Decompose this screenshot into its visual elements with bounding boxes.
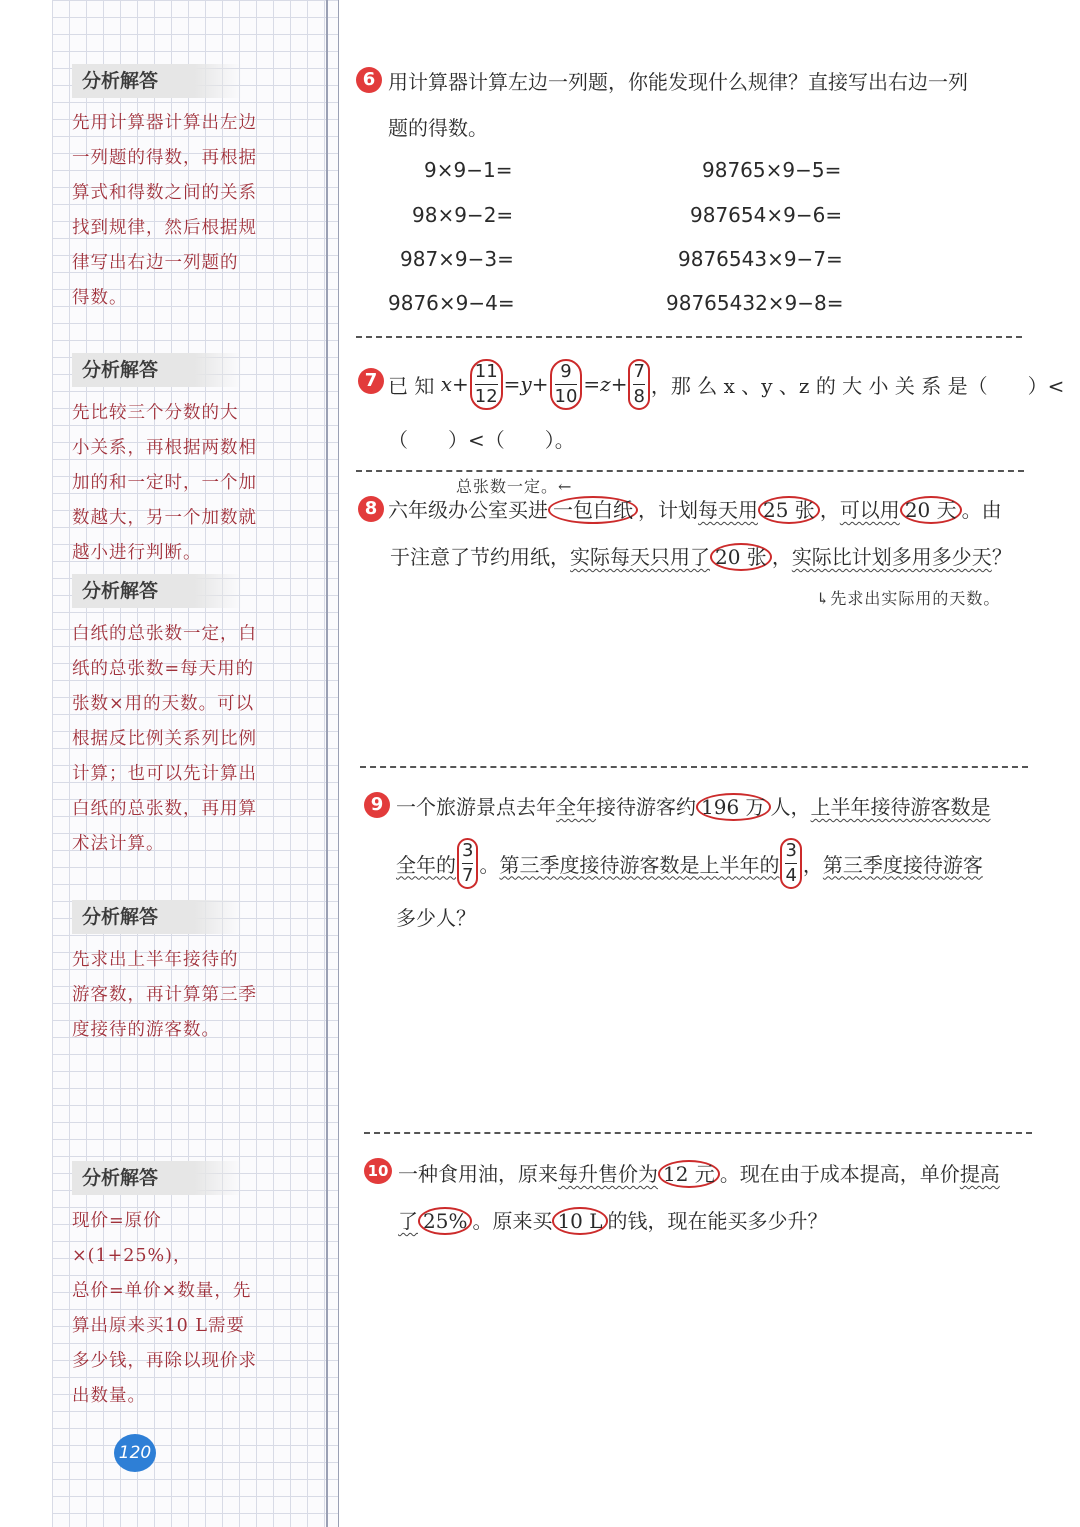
q6-right-eq-4: 98765432×9−8= — [666, 291, 844, 315]
q6-right-eq-1: 98765×9−5= — [702, 158, 842, 182]
q6-left-eq-1: 9×9−1= — [424, 158, 513, 182]
tip-heading-4: 分析解答 — [72, 900, 242, 934]
question-7-text-line1: 已 知 x + $\frac{11}{12}$ =y+ $\frac{9}{10}$ =z+ $\frac{7}{8}$ ，那 么 x 、y 、z 的 大 小 关 系 是（ ）< — [388, 354, 1064, 414]
sidebar-divider — [326, 0, 328, 1527]
q6-right-eq-2: 987654×9−6= — [690, 203, 843, 227]
q6-left-eq-4: 9876×9−4= — [388, 291, 515, 315]
fraction-3-7: $\frac{3}{7}$ — [457, 838, 478, 889]
q8-note-actual-days: ↳先求出实际用的天数。 — [816, 589, 1001, 608]
question-10-number: 10 — [364, 1158, 392, 1184]
divider-7-8 — [356, 470, 1024, 472]
q6-right-eq-3: 9876543×9−7= — [678, 247, 843, 271]
q6-left-eq-3: 987×9−3= — [400, 247, 514, 271]
question-6-text-line2: 题的得数。 — [388, 116, 488, 140]
tip-body-5: 现价=原价×(1+25%)， 总价=单价×数量，先 算出原来买10 L需要 多少钱，再除以现价求 出数量。 — [72, 1211, 257, 1406]
question-9-number: 9 — [364, 792, 390, 818]
fraction-7-8: $\frac{7}{8}$ — [628, 359, 649, 410]
tip-body-4: 先求出上半年接待的 游客数，再计算第三季 度接待的游客数。 — [72, 950, 257, 1040]
q8-note-total-fixed: 总张数一定。← — [456, 477, 573, 496]
question-9-text-line2: 全年的 $\frac{3}{7}$ 。 第三季度接待游客数是上半年的 $\frac{3}{4}$ ， 第三季度接待游客 — [396, 834, 983, 892]
question-8-number: 8 — [358, 496, 384, 522]
tip-heading-5: 分析解答 — [72, 1161, 242, 1195]
divider-9-10 — [364, 1132, 1032, 1134]
tip-heading-1: 分析解答 — [72, 64, 242, 98]
question-6-number: 6 — [356, 67, 382, 93]
q6-left-eq-2: 98×9−2= — [412, 203, 514, 227]
fraction-3-4: $\frac{3}{4}$ — [780, 838, 801, 889]
question-9-text-line1: 一个旅游景点去年全年接待游客约 196 万 人，上半年接待游客数是 — [396, 795, 991, 819]
page-number: 120 — [114, 1434, 156, 1472]
divider-8-9 — [360, 766, 1028, 768]
tip-heading-2: 分析解答 — [72, 353, 242, 387]
tip-heading-3: 分析解答 — [72, 574, 242, 608]
question-6-text-line1: 用计算器计算左边一列题，你能发现什么规律？直接写出右边一列 — [388, 70, 968, 94]
question-7-text-line2: （ ）<（ ）。 — [388, 428, 575, 452]
tip-body-2: 先比较三个分数的大 小关系，再根据两数相 加的和一定时，一个加 数越大，另一个加数就 越小进行判断。 — [72, 403, 257, 563]
question-8-text-line1: 六年级办公室买进 一包白纸 ，计划每天用 25 张 ，可以用 20 天 。由 — [388, 498, 1002, 522]
tip-body-3: 白纸的总张数一定，白 纸的总张数=每天用的 张数×用的天数。可以 根据反比例关系列比例 计算；也可以先计算出 白纸的总张数，再用算 术法计算。 — [72, 624, 257, 854]
question-7-number: 7 — [358, 368, 384, 394]
question-8-text-line2: 于注意了节约用纸，实际每天只用了 20 张 ，实际比计划多用多少天？ — [390, 545, 1012, 569]
question-10-text-line2: 了 25% 。原来买 10 L 的钱，现在能买多少升？ — [398, 1209, 828, 1233]
question-9-text-line3: 多少人？ — [396, 906, 476, 930]
tip-body-1: 先用计算器计算出左边 一列题的得数，再根据 算式和得数之间的关系 找到规律，然后根据规 律写出右边一列题的 得数。 — [72, 113, 257, 308]
fraction-11-12: $\frac{11}{12}$ — [470, 359, 503, 410]
divider-6-7 — [356, 336, 1022, 338]
fraction-9-10: $\frac{9}{10}$ — [550, 359, 583, 410]
question-10-text-line1: 一种食用油，原来每升售价为 12 元 。现在由于成本提高，单价提高 — [398, 1162, 1000, 1186]
